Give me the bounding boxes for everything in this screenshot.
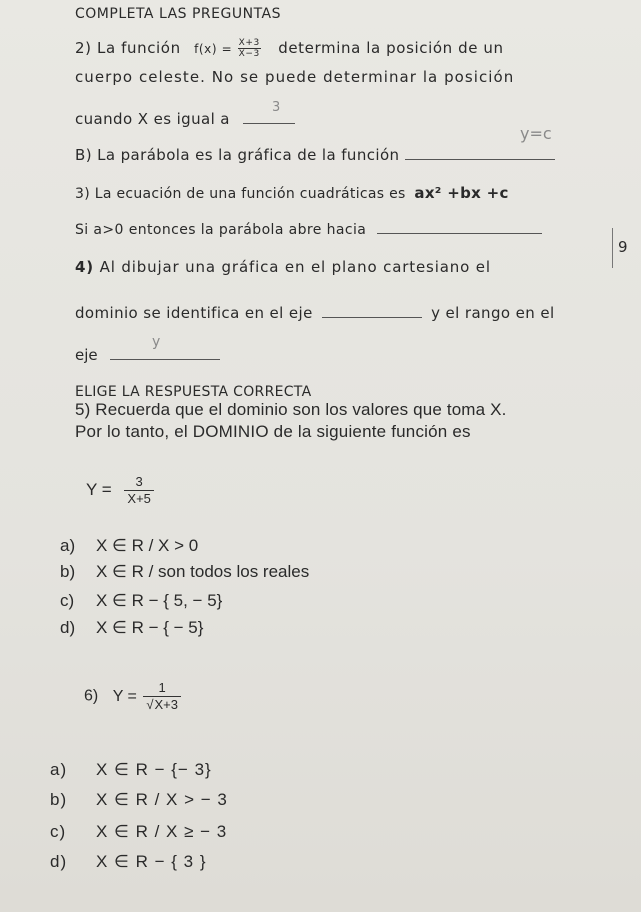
question-6-denominator: √X+3	[146, 697, 178, 712]
question-4-line-3	[75, 346, 220, 364]
question-2-numerator: X+3	[238, 38, 260, 48]
question-4-edge-char: 9	[618, 238, 628, 256]
option-label: c)	[50, 822, 67, 841]
question-4-text: Al dibujar una gráfica en el plano cartesiano el	[99, 258, 491, 276]
option-text: X ∈ R − { 3 }	[96, 852, 207, 871]
question-3-line-2	[75, 222, 542, 238]
question-2-line-1	[75, 38, 504, 59]
question-b-text: B) La parábola es la gráfica de la función	[75, 146, 400, 164]
question-2-line-2: cuerpo celeste. No se puede determinar la posición	[75, 68, 515, 86]
question-2-answer-blank[interactable]	[243, 123, 295, 124]
question-2-handwritten-answer: 3	[272, 100, 281, 115]
question-6-radicand: X+3	[154, 697, 178, 712]
question-3-line-2-text: Si a>0 entonces la parábola abre hacia	[75, 222, 367, 238]
option-text: X ∈ R / X > − 3	[96, 790, 228, 809]
question-3-text: 3) La ecuación de una función cuadráticas es	[75, 186, 406, 202]
question-3-answer-blank[interactable]	[377, 233, 542, 234]
question-6-option-d[interactable]	[50, 852, 207, 872]
question-6-function	[84, 680, 181, 713]
question-5-numerator: 3	[124, 474, 154, 491]
question-6-numerator: 1	[143, 680, 181, 697]
question-b-handwritten-answer: y=c	[520, 124, 552, 143]
question-4-line-2	[75, 304, 555, 322]
question-2-line-3-text: cuando X es igual a	[75, 110, 230, 128]
question-5-y-label: Y =	[86, 479, 112, 499]
question-2-number: 2)	[75, 39, 92, 57]
option-label: d)	[60, 618, 76, 637]
question-4-handwritten-answer: y	[152, 334, 161, 350]
option-text: X ∈ R − {− 3}	[96, 760, 212, 779]
question-2-suffix: determina la posición de un	[278, 39, 504, 57]
question-5-function	[86, 474, 154, 507]
question-2-function-label: f(x) =	[194, 42, 233, 56]
question-b-line	[75, 146, 555, 164]
question-6-option-a[interactable]	[50, 760, 212, 780]
question-4-range-blank[interactable]	[110, 359, 220, 360]
section-heading-complete: COMPLETA LAS PREGUNTAS	[75, 6, 282, 22]
option-label: c)	[60, 591, 75, 610]
question-b-answer-blank[interactable]	[405, 159, 555, 160]
question-4-line-3-text: eje	[75, 346, 98, 364]
question-5-option-c[interactable]	[60, 591, 222, 611]
question-5-line-2: Por lo tanto, el DOMINIO de la siguiente función es	[75, 422, 471, 441]
question-6-option-c[interactable]	[50, 822, 227, 842]
question-3-line-1	[75, 184, 509, 202]
question-5-option-b[interactable]	[60, 562, 309, 582]
option-text: X ∈ R / X ≥ − 3	[96, 822, 228, 841]
question-2-line-3	[75, 110, 295, 128]
option-label: a)	[60, 536, 76, 555]
option-text: X ∈ R / son todos los reales	[96, 562, 310, 581]
question-2-prefix: La función	[96, 39, 181, 57]
question-4-line-2b: y el rango en el	[431, 304, 555, 322]
option-label: b)	[50, 790, 68, 809]
question-5-fraction	[124, 474, 154, 507]
question-6-y-label: Y =	[112, 687, 137, 705]
option-text: X ∈ R − { 5, − 5}	[96, 591, 223, 610]
option-text: X ∈ R − { − 5}	[96, 618, 204, 637]
question-4-line-2a: dominio se identifica en el eje	[75, 304, 313, 322]
question-5-option-d[interactable]	[60, 618, 203, 638]
question-5-denominator: X+5	[127, 491, 151, 506]
option-label: d)	[50, 852, 68, 871]
question-6-number: 6)	[84, 687, 99, 705]
option-label: b)	[60, 562, 76, 581]
question-6-fraction	[143, 680, 181, 713]
question-3-formula: ax² +bx +c	[414, 184, 509, 202]
question-4-number: 4)	[75, 258, 94, 276]
margin-line	[612, 228, 613, 268]
option-text: X ∈ R / X > 0	[96, 536, 199, 555]
question-2-denominator: X−3	[238, 49, 260, 59]
question-4-line-1	[75, 258, 491, 276]
section-heading-choose: ELIGE LA RESPUESTA CORRECTA	[75, 384, 312, 400]
question-5-option-a[interactable]	[60, 536, 198, 556]
question-4-domain-blank[interactable]	[322, 317, 422, 318]
question-2-fraction	[238, 38, 261, 59]
option-label: a)	[50, 760, 68, 779]
question-5-line-1: 5) Recuerda que el dominio son los valores que toma X.	[75, 400, 507, 419]
question-6-option-b[interactable]	[50, 790, 228, 810]
